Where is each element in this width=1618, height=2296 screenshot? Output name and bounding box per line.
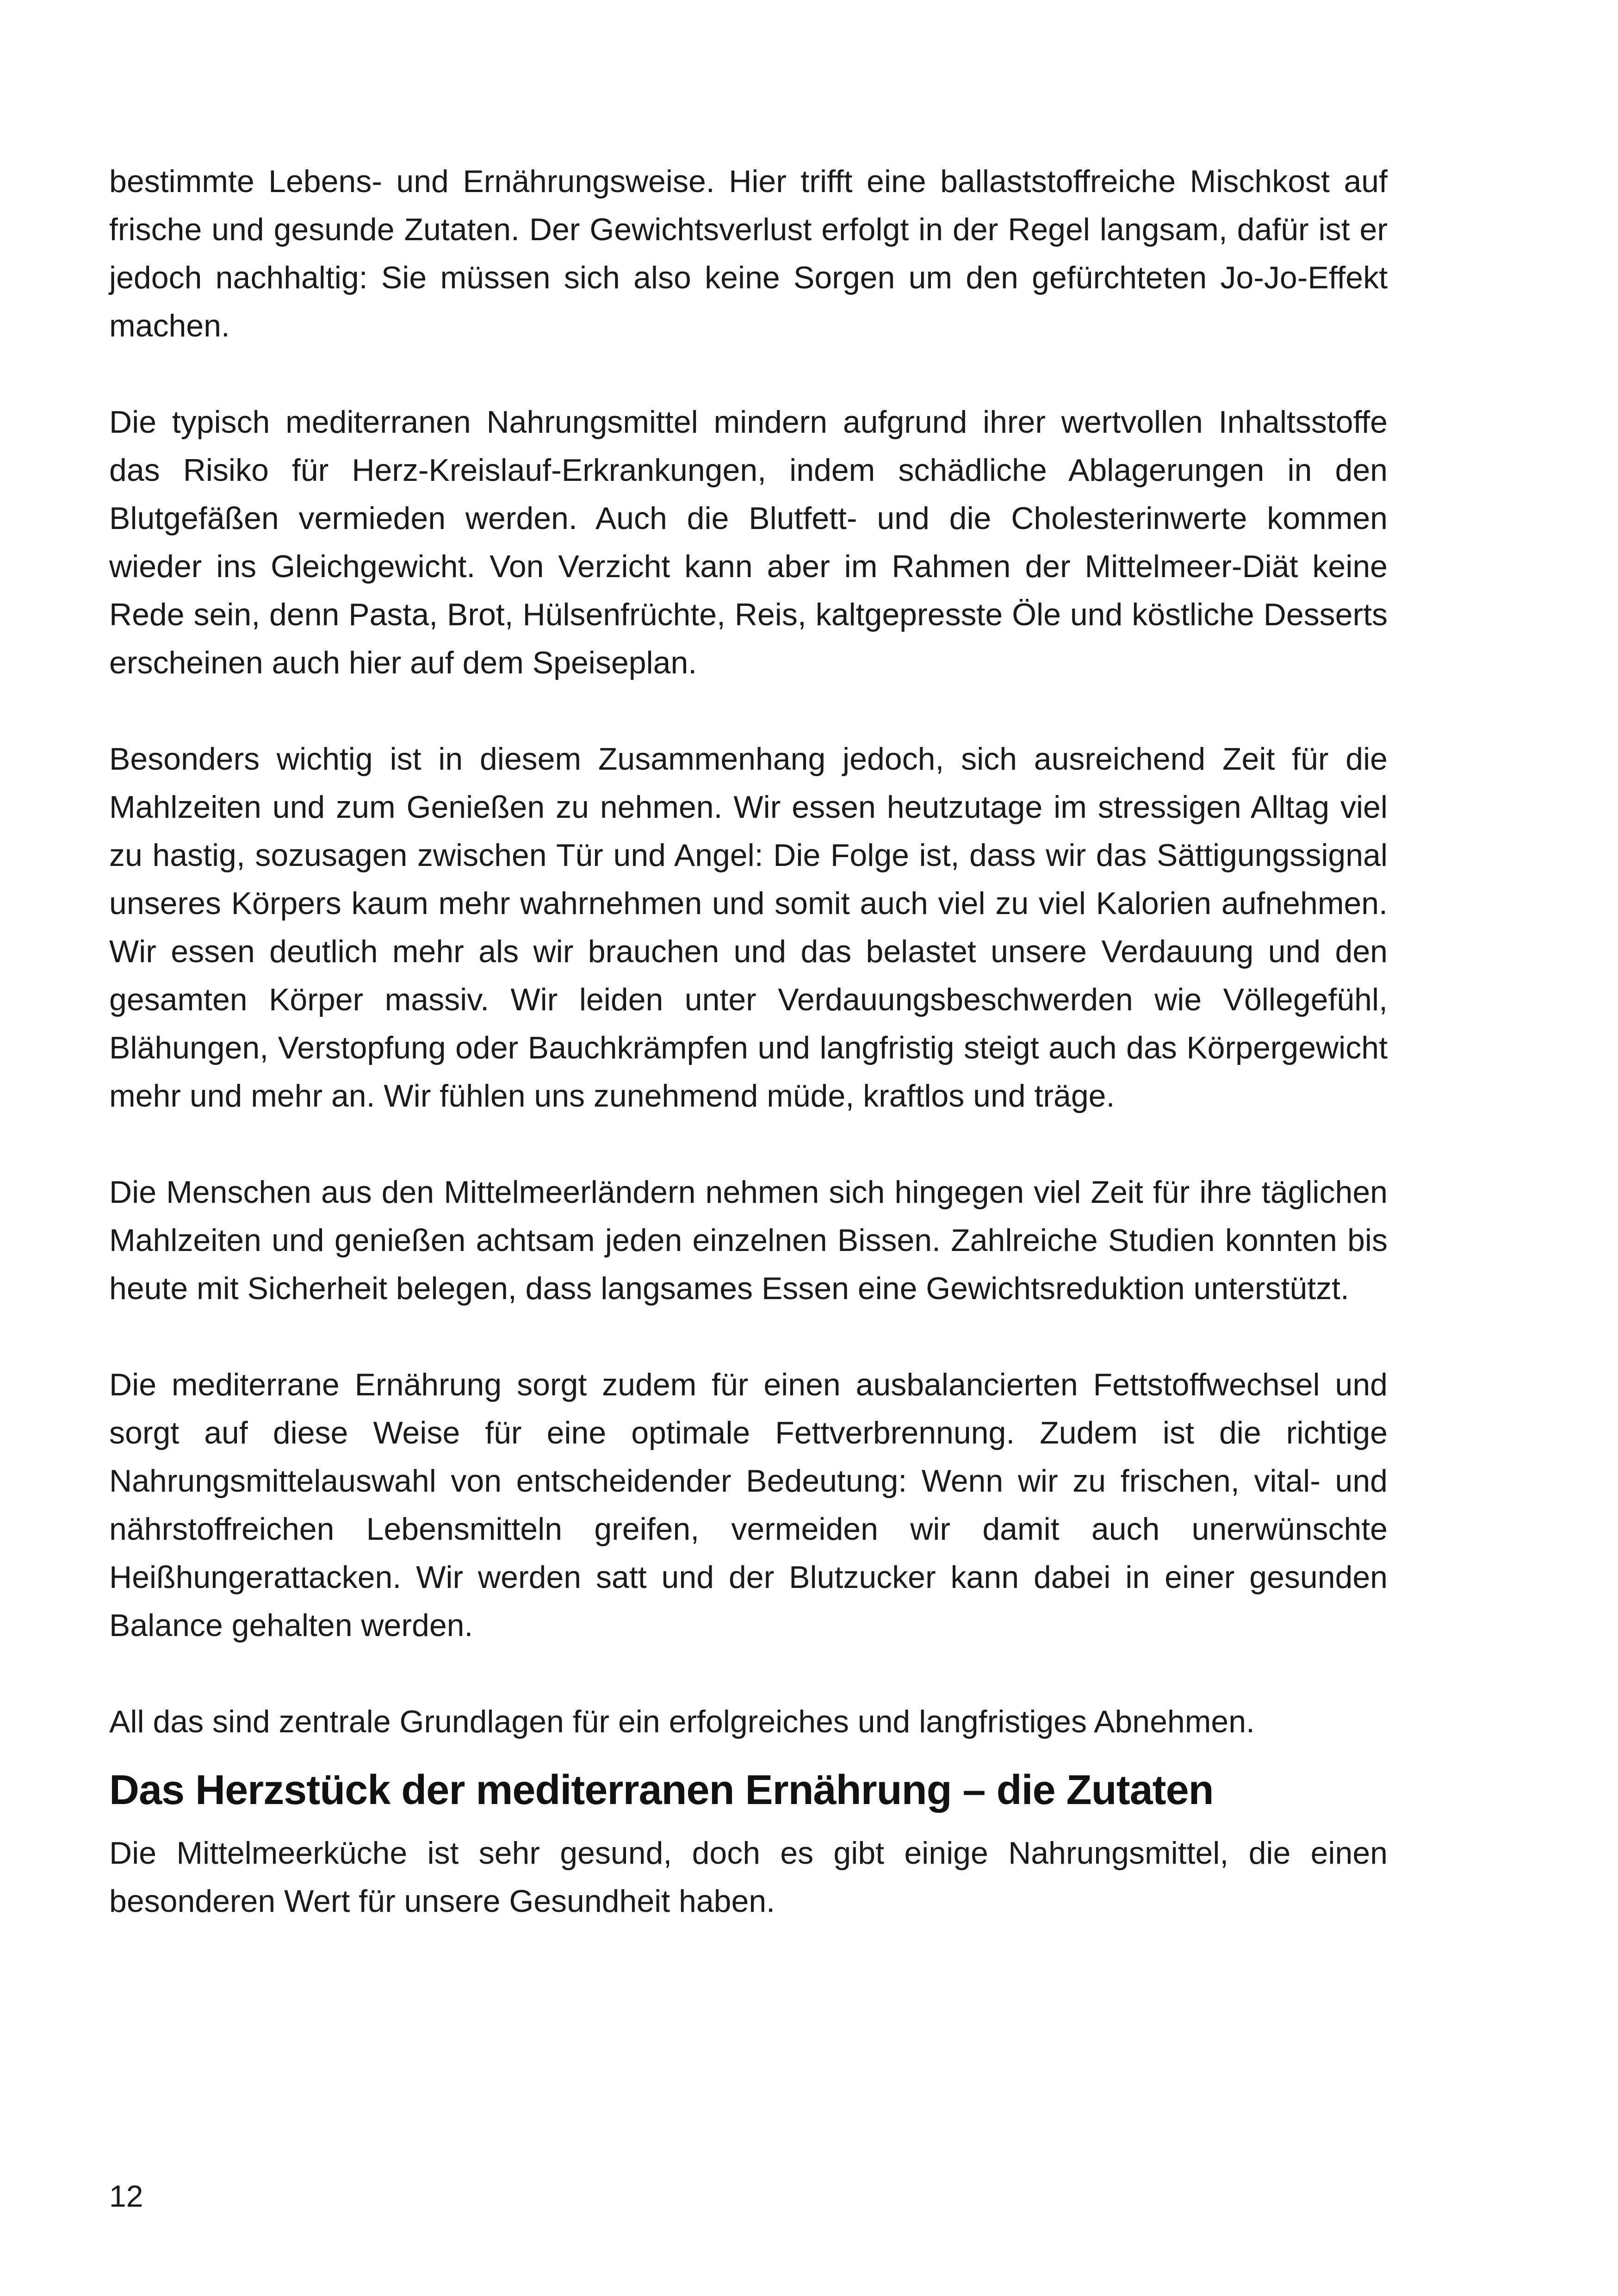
paragraph-fat-metabolism: Die mediterrane Ernährung sorgt zudem für einen ausbalancierten Fettstoffwechsel und sorgt auf diese Weise für eine optimale Fettverbrennung. Zudem ist die richtige Nahrungsmittelauswahl von entscheidender Bedeutung: Wenn wir zu frischen, vital- und nährstoffreichen Lebensmitteln greifen, vermeiden wir damit auch unerwünschte Heißhungerattacken. Wir werden satt und der Blutzucker kann dabei in einer gesunden Balance gehalten werden. (109, 1367, 1388, 1643)
paragraph-eating-slowly: Besonders wichtig ist in diesem Zusammenhang jedoch, sich ausreichend Zeit für die Mahlzeiten und zum Genießen zu nehmen. Wir essen heutzutage im stressigen Alltag viel zu hastig, sozusagen zwischen Tür und Angel: Die Folge ist, dass wir das Sättigungssignal unseres Körpers kaum mehr wahrnehmen und somit auch viel zu viel Kalorien aufnehmen. Wir essen deutlich mehr als wir brauchen und das belastet unsere Verdauung und den gesamten Körper massiv. Wir leiden unter Verdauungsbeschwerden wie Völlegefühl, Blähungen, Verstopfung oder Bauchkrämpfen und langfristig steigt auch das Körpergewicht mehr und mehr an. Wir fühlen uns zunehmend müde, kraftlos und träge. (109, 741, 1388, 1114)
paragraph-mediterranean-people: Die Menschen aus den Mittelmeerländern nehmen sich hingegen viel Zeit für ihre täglichen Mahlzeiten und genießen achtsam jeden einzelnen Bissen. Zahlreiche Studien konnten bis heute mit Sicherheit belegen, dass langsames Essen eine Gewichtsreduktion unterstützt. (109, 1175, 1388, 1306)
page-number: 12 (109, 2179, 143, 2213)
paragraph-weight-loss: bestimmte Lebens- und Ernährungsweise. Hier trifft eine ballaststoffreiche Mischkost auf frische und gesunde Zutaten. Der Gewichtsverlust erfolgt in der Regel langsam, dafür ist er jedoch nachhaltig: Sie müssen sich also keine Sorgen um den gefürchteten Jo-Jo-Effekt machen. (109, 164, 1388, 343)
paragraph-heart-health: Die typisch mediterranen Nahrungsmittel mindern aufgrund ihrer wertvollen Inhaltsstoffe das Risiko für Herz-Kreislauf-Erkrankungen, indem schädliche Ablagerungen in den Blutgefäßen vermieden werden. Auch die Blutfett- und die Cholesterinwerte kommen wieder ins Gleichgewicht. Von Verzicht kann aber im Rahmen der Mittelmeer-Diät keine Rede sein, denn Pasta, Brot, Hülsenfrüchte, Reis, kaltgepresste Öle und köstliche Desserts erscheinen auch hier auf dem Speiseplan. (109, 404, 1388, 680)
section-heading: Das Herzstück der mediterranen Ernährung – die Zutaten (109, 1767, 1214, 1813)
paragraph-ingredients-intro: Die Mittelmeerküche ist sehr gesund, doch es gibt einige Nahrungsmittel, die einen besonderen Wert für unsere Gesundheit haben. (109, 1836, 1388, 1919)
page-body (109, 157, 1388, 1925)
paragraph-foundations: All das sind zentrale Grundlagen für ein erfolgreiches und langfristiges Abnehmen. (109, 1704, 1255, 1739)
